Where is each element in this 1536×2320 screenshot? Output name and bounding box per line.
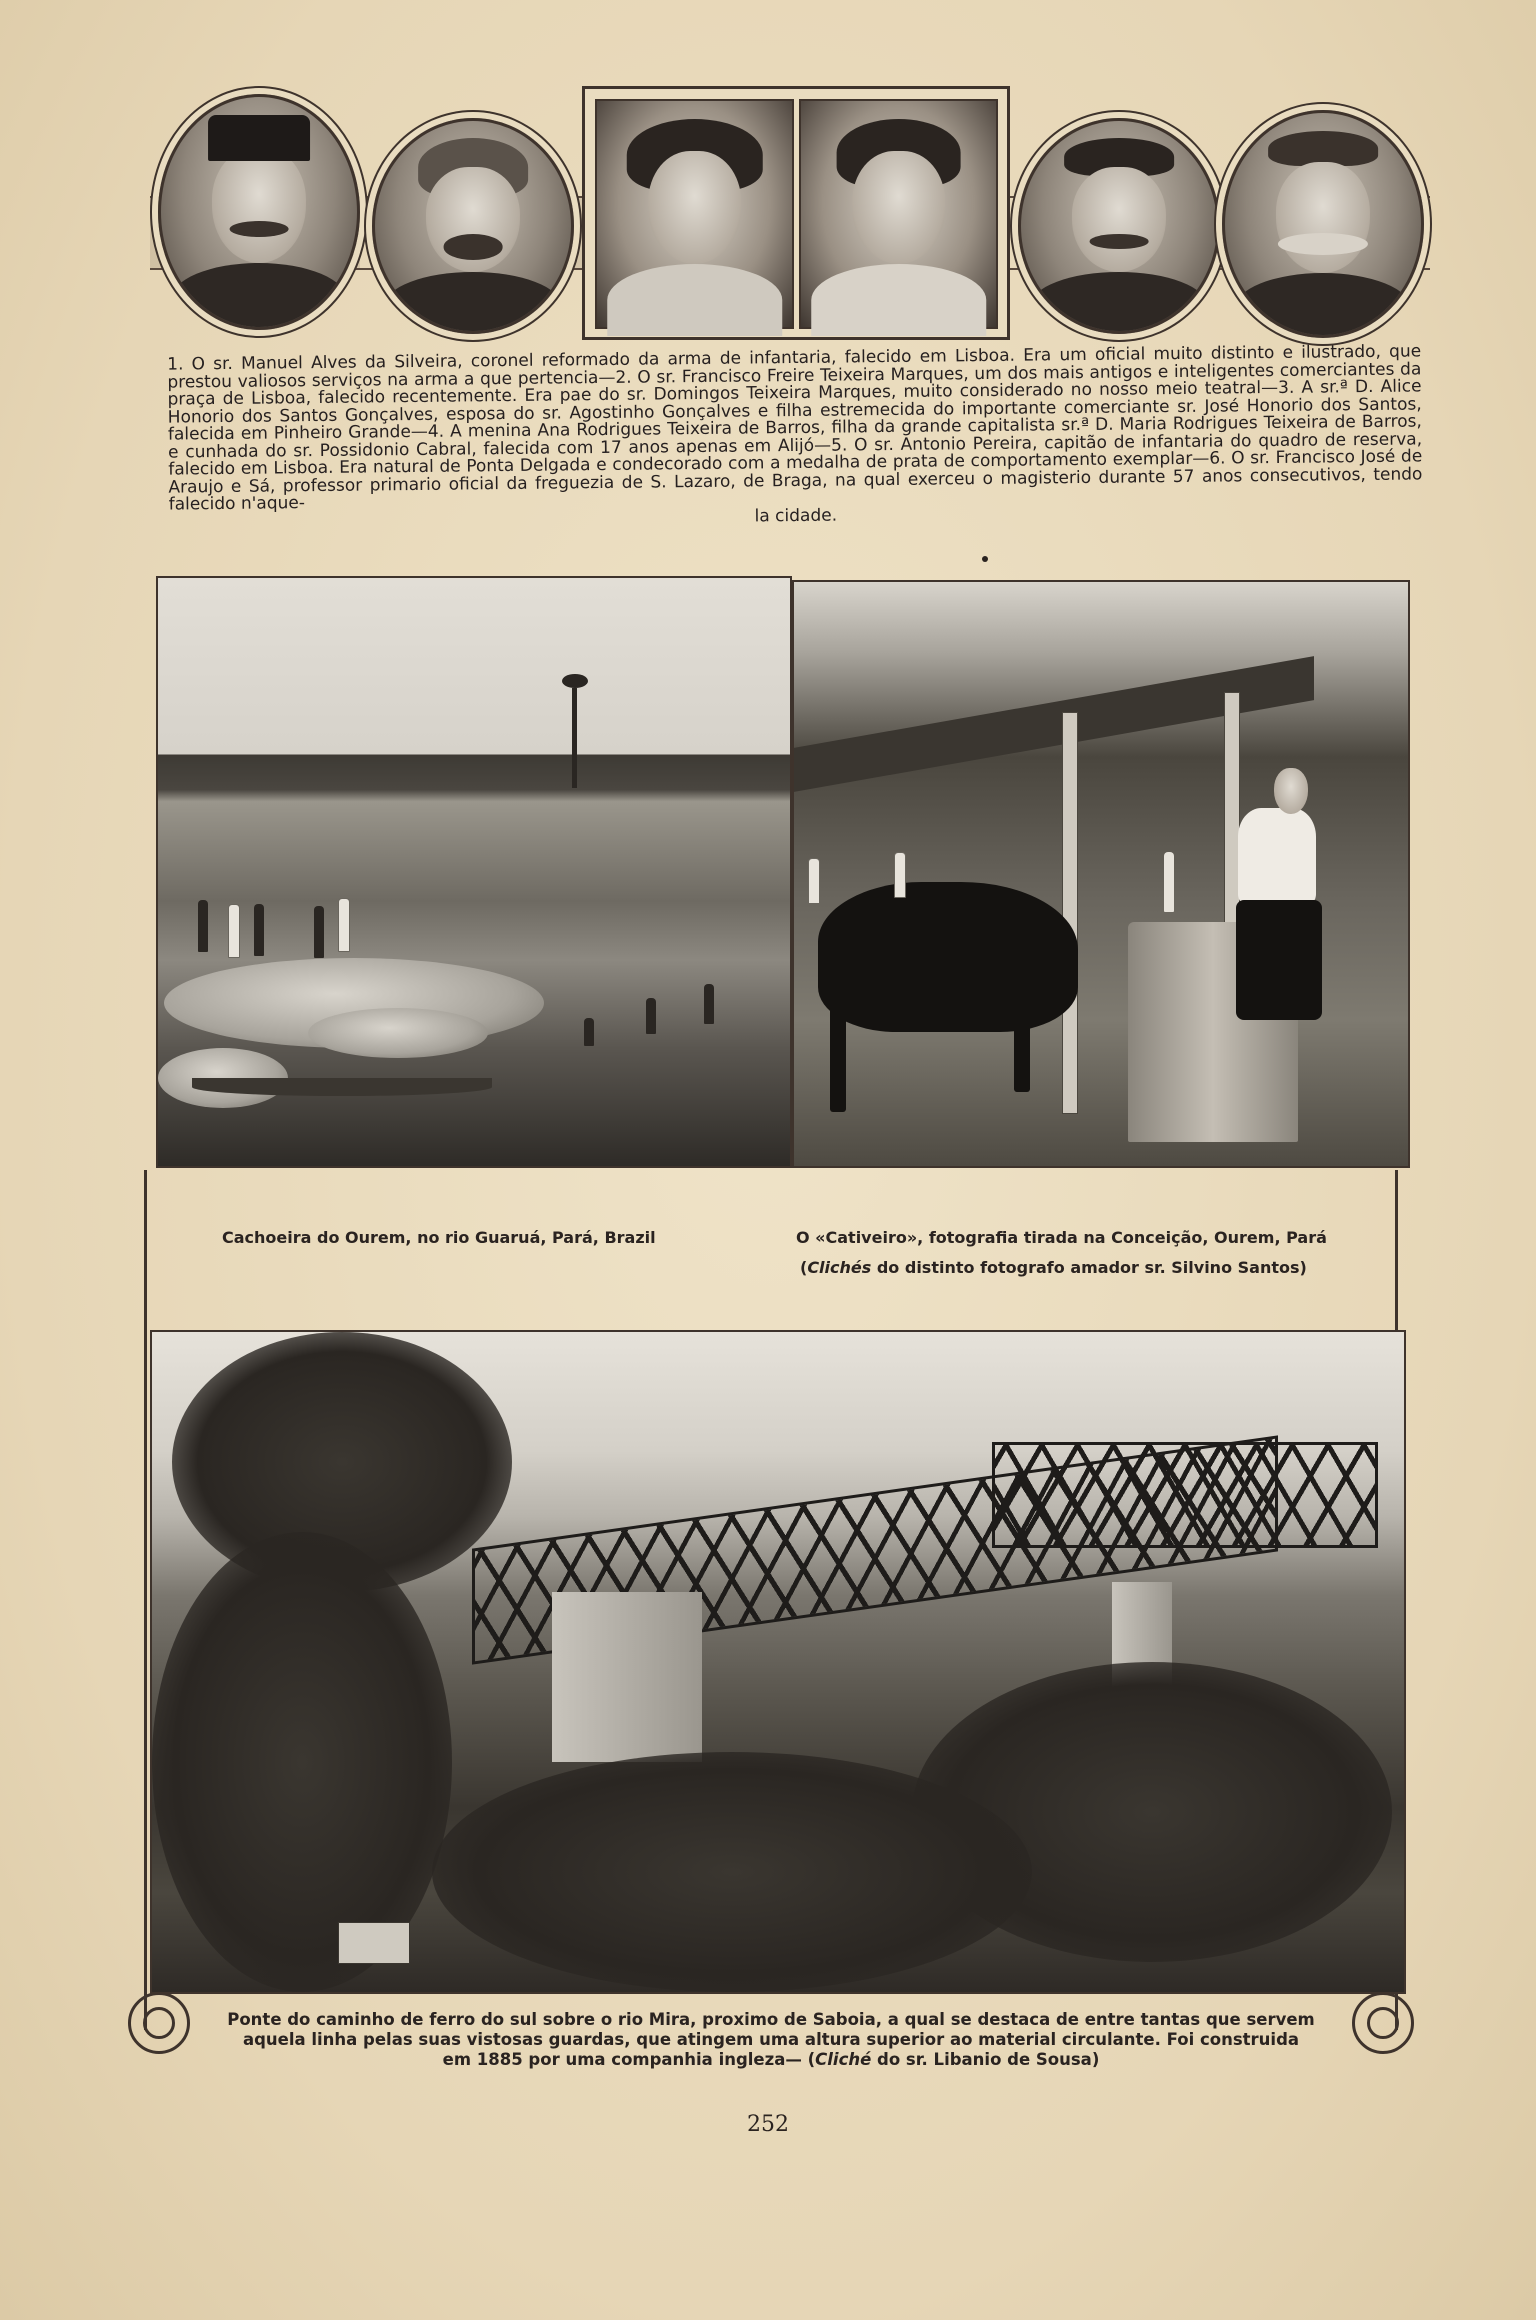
page-number: 252 bbox=[747, 2112, 789, 2137]
caption-cativeiro-cliche: Clichés bbox=[807, 1258, 872, 1277]
caption-ponte-cliche: Cliché bbox=[815, 2050, 872, 2069]
ornament-scroll-left bbox=[128, 1992, 190, 2054]
portrait-3 bbox=[595, 99, 794, 329]
caption-ponte bbox=[226, 2010, 1316, 2070]
ornament-scroll-right bbox=[1352, 1992, 1414, 2054]
portrait-2 bbox=[372, 118, 574, 334]
portrait-5 bbox=[1018, 118, 1220, 334]
obituary-caption-text: 1. O sr. Manuel Alves da Silveira, coronel reformado da arma de infantaria, falecido em Lisboa. Era um oficial muito distinto e ilustrado, que prestou valiosos serviços na arma a que pertencia—2. O sr. Francisco Freire Teixeira Marques, um dos mais antigos e inteligentes comerciantes da praça de Lisboa, falecido recentemente. Era pae do sr. Domingos Teixeira Marques, muito considerado no nosso meio teatral—3. A sr.ª D. Alice Honorio dos Santos Gonçalves, esposa do sr. Agostinho Gonçalves e filha estremecida do importante comerciante sr. José Honorio dos Santos, falecida em Pinheiro Grande—4. A menina Ana Rodrigues Teixeira de Barros, filha da grande capitalista sr.ª D. Maria Rodrigues Teixeira de Barros, e cunhada do sr. Possidonio Cabral, falecida com 17 anos apenas em Alijó—5. O sr. Antonio Pereira, capitão de infantaria do quadro de reserva, falecido em Lisboa. Era natural de Ponta Delgada e condecorado com a medalha de prata de comportamento exemplar—6. O sr. Francisco José de Araujo e Sá, professor primario oficial da freguezia de S. Lazaro, de Braga, na qual exerceu o magisterio durante 57 anos consecutivos, tendo falecido n'aque- bbox=[167, 341, 1423, 515]
caption-cativeiro-credit: (Clichés do distinto fotografo amador sr. Silvino Santos) bbox=[800, 1258, 1307, 1277]
portrait-6 bbox=[1222, 110, 1424, 338]
caption-cativeiro: O «Cativeiro», fotografia tirada na Conceição, Ourem, Pará bbox=[796, 1228, 1327, 1247]
portrait-strip bbox=[150, 84, 1430, 344]
photo-ponte-rio-mira bbox=[150, 1330, 1406, 1994]
obituary-caption-end: la cidade. bbox=[754, 505, 838, 526]
caption-ponte-text: Ponte do caminho de ferro do sul sobre o rio Mira, proximo de Saboia, a qual se destaca de entre tantas que servem aquela linha pelas suas vistosas guardas, que atingem uma altura superior ao material circulante. Foi construida em 1885 por uma companhia ingleza— ( bbox=[227, 2010, 1315, 2069]
photo-cativeiro bbox=[792, 580, 1410, 1168]
caption-cativeiro-credit-rest: do distinto fotografo amador sr. Silvino Santos) bbox=[871, 1258, 1307, 1277]
separator-dot bbox=[982, 556, 988, 562]
portrait-1 bbox=[158, 94, 360, 330]
portrait-4 bbox=[799, 99, 998, 329]
caption-cachoeira: Cachoeira do Ourem, no rio Guaruá, Pará, Brazil bbox=[222, 1228, 656, 1247]
portrait-frame-center bbox=[582, 86, 1010, 340]
photo-cachoeira-ourem bbox=[156, 576, 792, 1168]
obituary-caption bbox=[167, 343, 1423, 531]
caption-ponte-credit: do sr. Libanio de Sousa) bbox=[871, 2050, 1100, 2069]
